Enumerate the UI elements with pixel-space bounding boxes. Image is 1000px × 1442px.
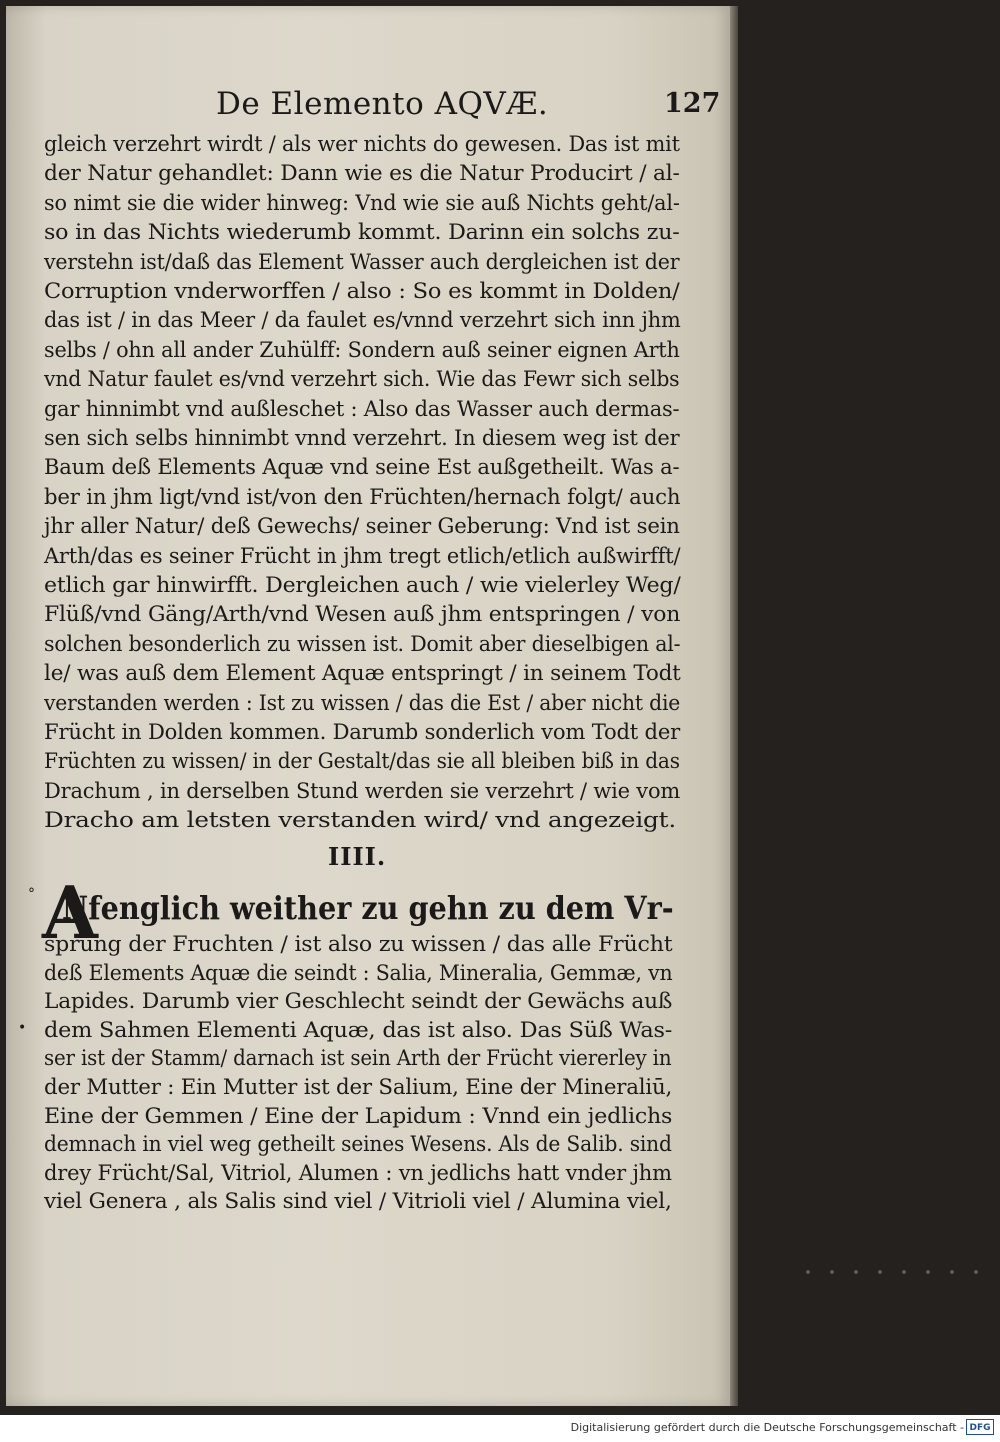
text-line: so nimt sie die wider hinweg: Vnd wie sie auß Nichts geht/al- — [44, 190, 680, 216]
margin-mark: ° — [28, 886, 35, 902]
page-number: 127 — [664, 88, 721, 119]
text-line: verstehn ist/daß das Element Wasser auch dergleichen ist der — [44, 249, 680, 275]
text-line: ber in jhm ligt/vnd ist/von den Früchten/hernach folgt/ auch — [44, 484, 681, 510]
page-edge — [730, 6, 738, 1406]
footer-credit: Digitalisierung gefördert durch die Deutsche Forschungsgemeinschaft - — [570, 1421, 964, 1434]
text-line: Eine der Gemmen / Eine der Lapidum : Vnnd ein jedlichs — [44, 1103, 673, 1129]
running-head-title: De Elemento AQVÆ. — [216, 86, 549, 122]
text-line: jhr aller Natur/ deß Gewechs/ seiner Geberung: Vnd ist sein — [44, 514, 680, 540]
text-line: Dracho am letsten verstanden wird/ vnd angezeigt. — [44, 808, 676, 834]
text-line: Flüß/vnd Gäng/Arth/vnd Wesen auß jhm entspringen / von — [44, 602, 681, 628]
text-line: Arth/das es seiner Frücht in jhm tregt etlich/etlich außwirfft/ — [44, 543, 681, 569]
dot — [878, 1270, 882, 1274]
text-line: sprung der Fruchten / ist also zu wissen / das alle Frücht — [44, 932, 673, 957]
dot — [974, 1270, 978, 1274]
dot — [854, 1270, 858, 1274]
text-line: viel Genera , als Salis sind viel / Vitrioli viel / Alumina viel, — [44, 1189, 672, 1215]
text-line: sen sich selbs hinnimbt vnnd verzehrt. In diesem weg ist der — [44, 426, 680, 451]
text-line: solchen besonderlich zu wissen ist. Domit aber dieselbigen al- — [44, 631, 681, 657]
text-line: Früchten zu wissen/ in der Gestalt/das sie all bleiben biß in das — [44, 749, 680, 775]
text-line: der Mutter : Ein Mutter ist der Salium, Eine der Mineraliū, — [44, 1075, 673, 1100]
text-line: Corruption vnderworffen / also : So es kommt in Dolden/ — [44, 279, 680, 304]
text-line: so in das Nichts wiederumb kommt. Darinn ein solchs zu- — [44, 220, 680, 246]
text-line: verstanden werden : Ist zu wissen / das die Est / aber nicht die — [44, 690, 681, 716]
dot — [806, 1270, 810, 1274]
text-line: le/ was auß dem Element Aquæ entspringt / in seinem Todt — [44, 661, 681, 687]
text-line: drey Frücht/Sal, Vitriol, Alumen : vn jedlichs hatt vnder jhm — [44, 1160, 672, 1186]
dot — [926, 1270, 930, 1274]
text-line: demnach in viel weg getheilt seines Wesens. Als de Salib. sind — [44, 1132, 672, 1158]
text-line: deß Elements Aquæ die seindt : Salia, Mineralia, Gemmæ, vn — [44, 960, 673, 986]
text-line: dem Sahmen Elementi Aquæ, das ist also. Das Süß Was- — [44, 1017, 673, 1043]
dot — [950, 1270, 954, 1274]
dot — [830, 1270, 834, 1274]
dropcap-initial: A — [42, 870, 98, 955]
text-line: ser ist der Stamm/ darnach ist sein Arth der Frücht viererley in — [44, 1046, 672, 1072]
text-line: selbs / ohn all ander Zuhülff: Sondern auß seiner eignen Arth — [44, 337, 680, 363]
text-line: Frücht in Dolden kommen. Darumb sonderlich vom Todt der — [44, 720, 681, 745]
book-page — [6, 6, 730, 1406]
dfg-logo: DFG — [966, 1419, 994, 1435]
text-line: Drachum , in derselben Stund werden sie verzehrt / wie vom — [44, 778, 681, 804]
section-number: IIII. — [328, 842, 387, 871]
text-line: das ist / in das Meer / da faulet es/vnnd verzehrt sich inn jhm — [44, 308, 681, 334]
text-line: Baum deß Elements Aquæ vnd seine Est außgetheilt. Was a- — [44, 455, 680, 481]
text-line: gleich verzehrt wirdt / als wer nichts do gewesen. Das ist mit — [44, 132, 680, 157]
text-line: vnd Natur faulet es/vnd verzehrt sich. Wie das Fewr sich selbs — [44, 367, 680, 393]
running-head — [176, 86, 721, 126]
text-line: Lapides. Darumb vier Geschlecht seindt der Gewächs auß — [44, 989, 673, 1015]
margin-mark: • — [18, 1020, 27, 1036]
text-line: etlich gar hinwirfft. Dergleichen auch / wie vielerley Weg/ — [44, 573, 681, 598]
text-line: gar hinnimbt vnd außleschet : Also das Wasser auch dermas- — [44, 396, 680, 422]
text-line: der Natur gehandlet: Dann wie es die Natur Producirt / al- — [44, 161, 680, 187]
paragraph-2-first-line: Nfenglich weither zu gehn zu dem Vr- — [62, 889, 674, 927]
dot — [902, 1270, 906, 1274]
stitch-dots — [806, 1262, 996, 1282]
